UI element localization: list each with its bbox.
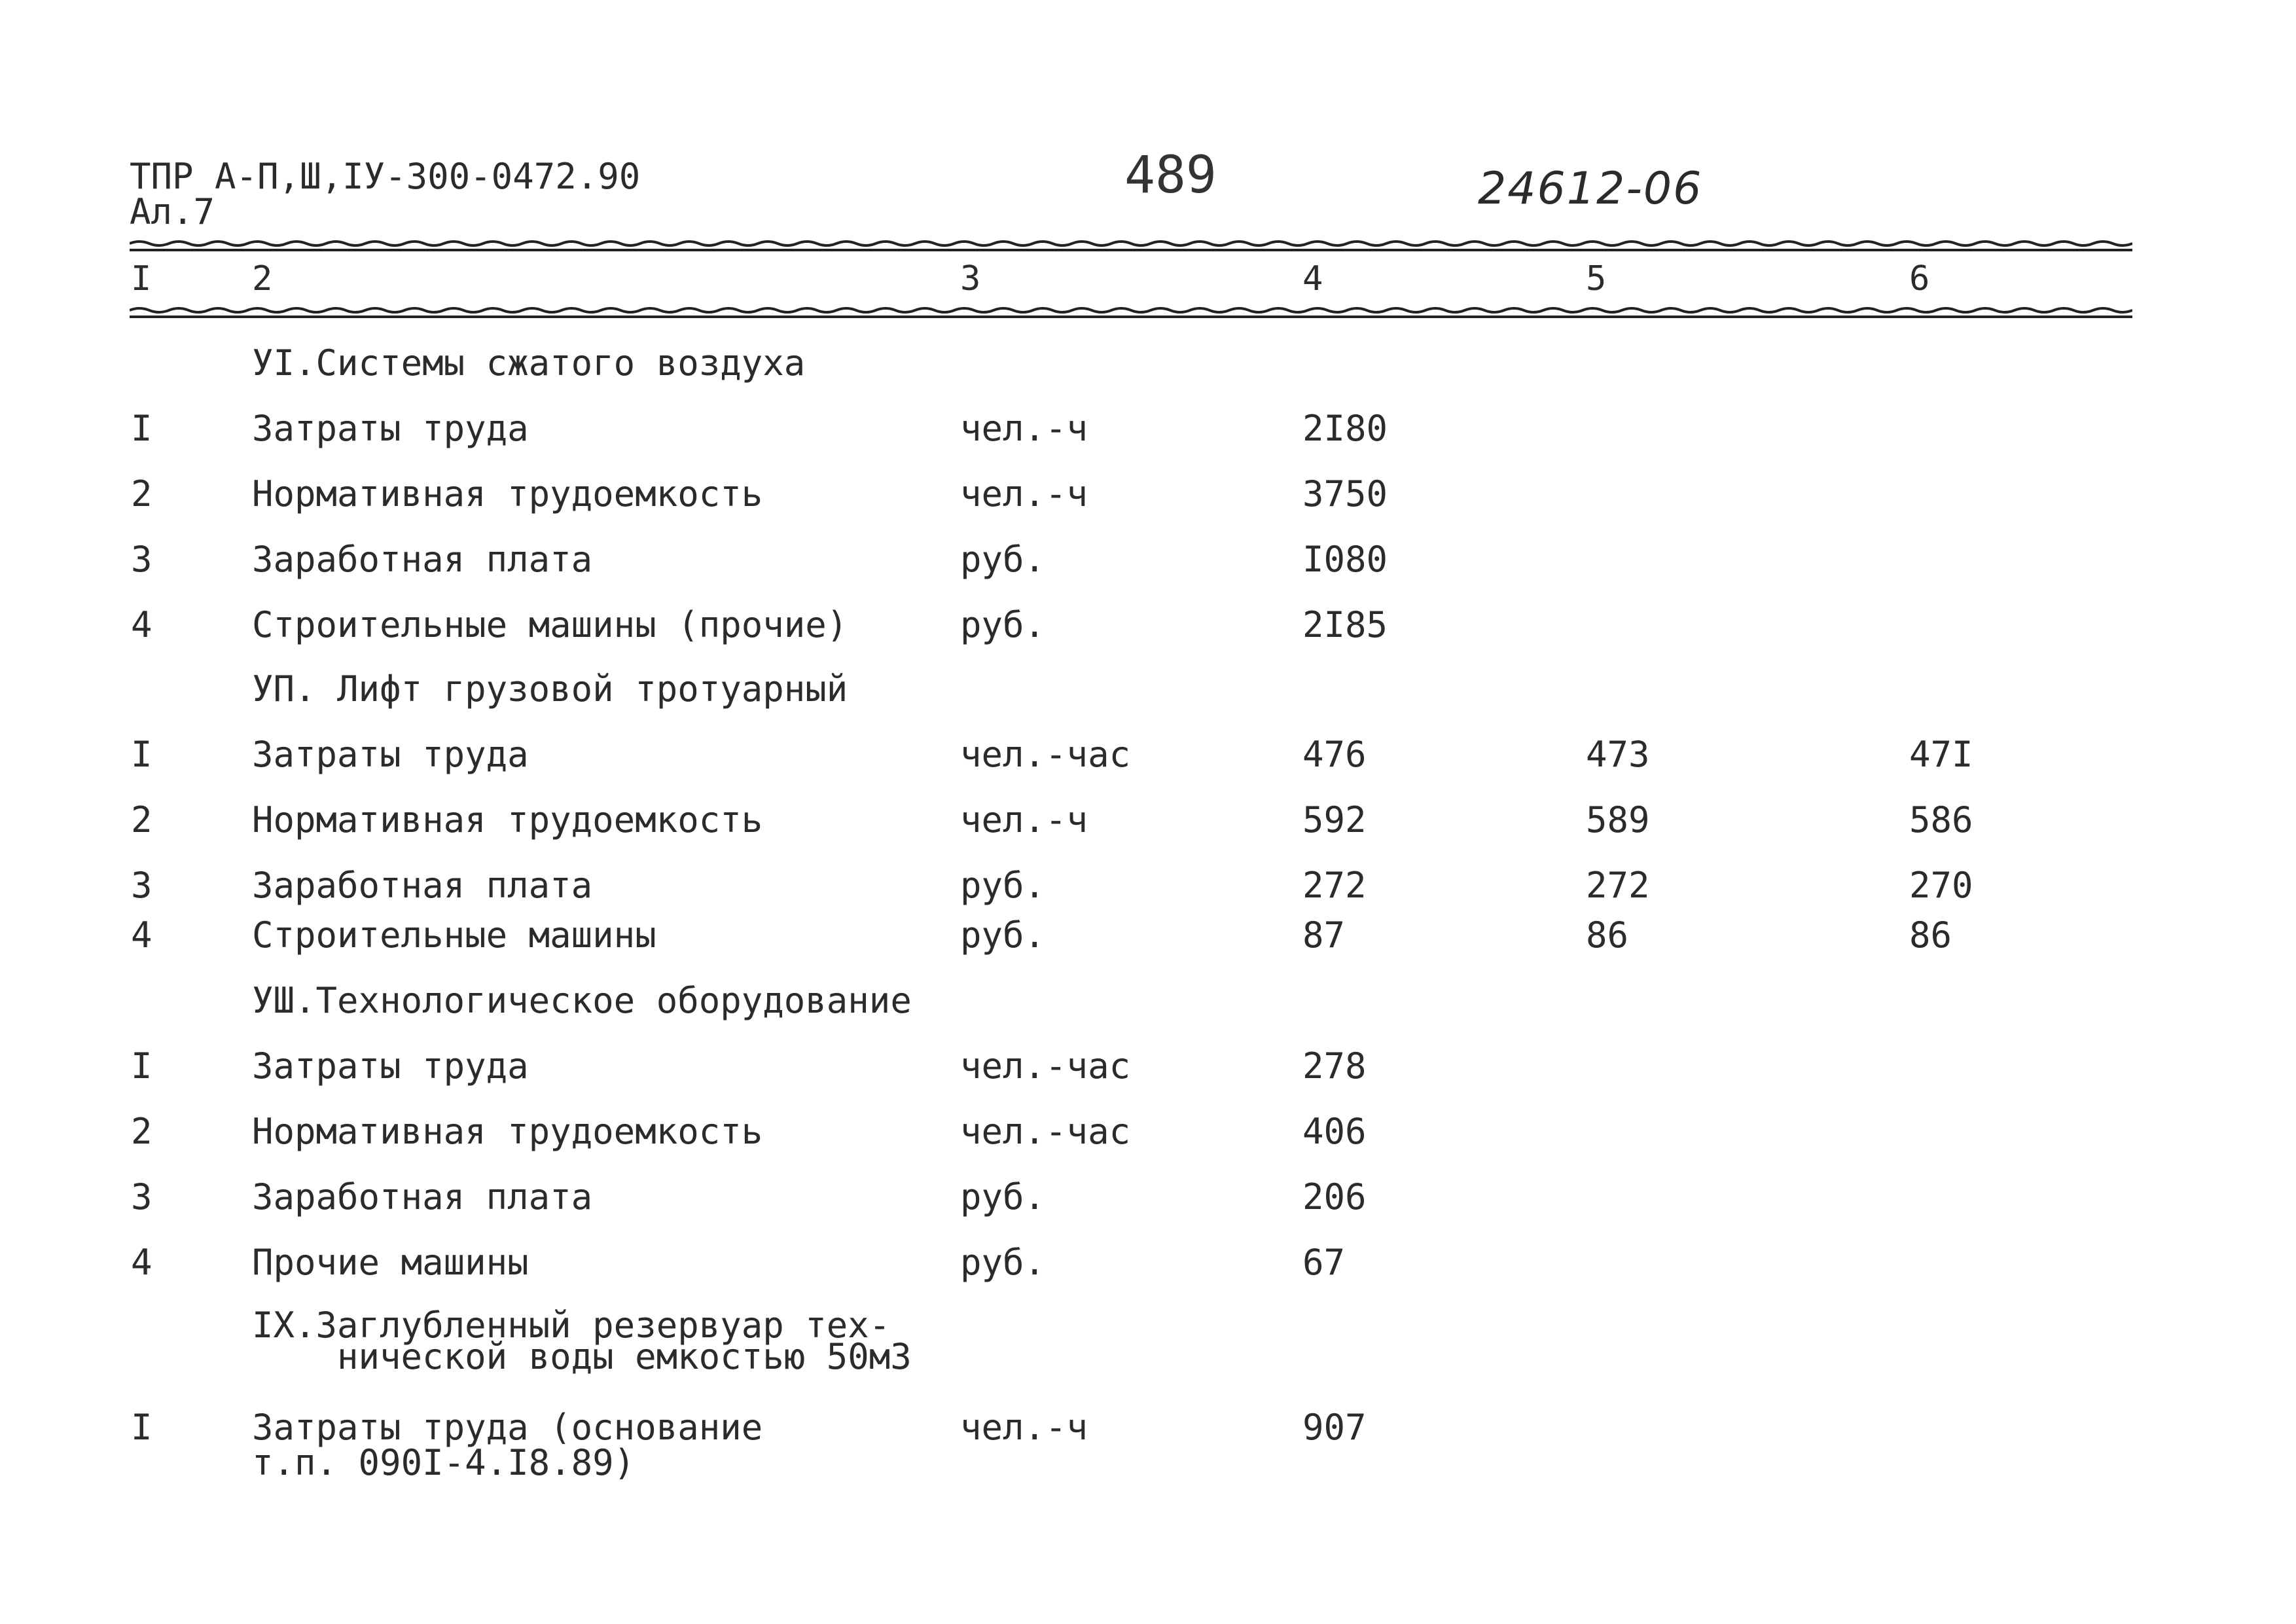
- row-value-4: 206: [1302, 1176, 1367, 1218]
- column-header-5: 5: [1586, 259, 1607, 298]
- row-value-4: 476: [1302, 734, 1367, 775]
- row-number: 3: [131, 1176, 152, 1218]
- row-name: Нормативная трудоемкость: [252, 473, 763, 514]
- row-value-5: 473: [1586, 734, 1650, 775]
- row-value-4: 907: [1302, 1407, 1367, 1448]
- row-value-4: 3750: [1302, 473, 1388, 514]
- row-unit: руб.: [960, 604, 1046, 645]
- table-row: [0, 1178, 2296, 1218]
- row-number: I: [131, 734, 152, 775]
- section-title-line-1: IX.Заглубленный резервуар тех-: [252, 1305, 891, 1346]
- table-header-rule: [130, 306, 2132, 321]
- row-value-4: 406: [1302, 1111, 1367, 1152]
- row-name: Заработная плата: [252, 1176, 593, 1218]
- row-value-6: 586: [1909, 799, 1973, 840]
- table-row: [0, 475, 2296, 514]
- row-number: I: [131, 1045, 152, 1087]
- row-unit: чел.-час: [960, 1111, 1131, 1152]
- column-header-2: 2: [252, 259, 273, 298]
- row-name: Затраты труда: [252, 408, 529, 449]
- row-unit: чел.-ч: [960, 408, 1088, 449]
- column-header-4: 4: [1302, 259, 1323, 298]
- row-name-line-2: т.п. 090I-4.I8.89): [252, 1442, 636, 1483]
- section-title: УШ.Технологическое оборудование: [252, 980, 912, 1021]
- document-code: ТПР А-П,Ш,IУ-300-0472.90: [130, 156, 641, 197]
- row-name: Строительные машины: [252, 914, 656, 956]
- row-number: 4: [131, 604, 152, 645]
- row-name: Затраты труда: [252, 734, 529, 775]
- section-title: УП. Лифт грузовой тротуарный: [252, 668, 848, 710]
- handwritten-number: 24612-06: [1478, 163, 1703, 215]
- sheet-label: Ал.7: [130, 191, 215, 232]
- column-header-1: I: [131, 259, 152, 298]
- table-row: [0, 867, 2296, 906]
- row-number: 2: [131, 1111, 152, 1152]
- row-number: 3: [131, 865, 152, 906]
- row-number: 4: [131, 1242, 152, 1283]
- row-number: 2: [131, 799, 152, 840]
- row-unit: руб.: [960, 865, 1046, 906]
- column-header-3: 3: [960, 259, 981, 298]
- row-value-5: 272: [1586, 865, 1650, 906]
- row-name: [252, 1409, 762, 1482]
- section-title: [252, 1307, 912, 1376]
- row-value-4: 2I80: [1302, 408, 1388, 449]
- table-row: [0, 1244, 2296, 1283]
- row-unit: чел.-ч: [960, 473, 1088, 514]
- row-number: 4: [131, 914, 152, 956]
- row-value-5: 589: [1586, 799, 1650, 840]
- row-number: I: [131, 408, 152, 449]
- row-unit: чел.-час: [960, 734, 1131, 775]
- row-value-6: 86: [1909, 914, 1952, 956]
- row-name: Нормативная трудоемкость: [252, 799, 763, 840]
- table-row: [0, 736, 2296, 775]
- row-unit: руб.: [960, 1242, 1046, 1283]
- row-number: I: [131, 1407, 152, 1448]
- row-value-4: 67: [1302, 1242, 1346, 1283]
- row-name-line-1: Затраты труда (основание: [252, 1407, 763, 1448]
- row-value-4: 87: [1302, 914, 1346, 956]
- column-header-6: 6: [1909, 259, 1930, 298]
- table-top-rule: [130, 240, 2132, 254]
- row-unit: чел.-ч: [960, 1407, 1088, 1448]
- row-value-6: 270: [1909, 865, 1973, 906]
- row-unit: руб.: [960, 914, 1046, 956]
- section-title: УI.Системы сжатого воздуха: [252, 342, 806, 384]
- row-number: 3: [131, 539, 152, 580]
- row-unit: чел.-час: [960, 1045, 1131, 1087]
- row-value-4: 272: [1302, 865, 1367, 906]
- row-value-6: 47I: [1909, 734, 1973, 775]
- row-value-4: I080: [1302, 539, 1388, 580]
- table-row: [0, 606, 2296, 645]
- row-unit: руб.: [960, 1176, 1046, 1218]
- section-title-line-2: нической воды емкостью 50м3: [337, 1336, 912, 1377]
- table-row: [0, 541, 2296, 580]
- table-row: [0, 916, 2296, 956]
- row-name: Заработная плата: [252, 539, 593, 580]
- row-name: Заработная плата: [252, 865, 593, 906]
- page-number: 489: [1124, 146, 1217, 205]
- table-row: [0, 1047, 2296, 1087]
- row-name: Затраты труда: [252, 1045, 529, 1087]
- row-unit: чел.-ч: [960, 799, 1088, 840]
- table-row: [0, 410, 2296, 449]
- table-row: [0, 1113, 2296, 1152]
- row-unit: руб.: [960, 539, 1046, 580]
- table-row: [0, 801, 2296, 840]
- row-number: 2: [131, 473, 152, 514]
- table-row: [0, 1409, 2296, 1487]
- row-name: Прочие машины: [252, 1242, 529, 1283]
- row-value-4: 2I85: [1302, 604, 1388, 645]
- row-value-5: 86: [1586, 914, 1629, 956]
- row-name: Нормативная трудоемкость: [252, 1111, 763, 1152]
- row-value-4: 592: [1302, 799, 1367, 840]
- row-value-4: 278: [1302, 1045, 1367, 1087]
- row-name: Строительные машины (прочие): [252, 604, 848, 645]
